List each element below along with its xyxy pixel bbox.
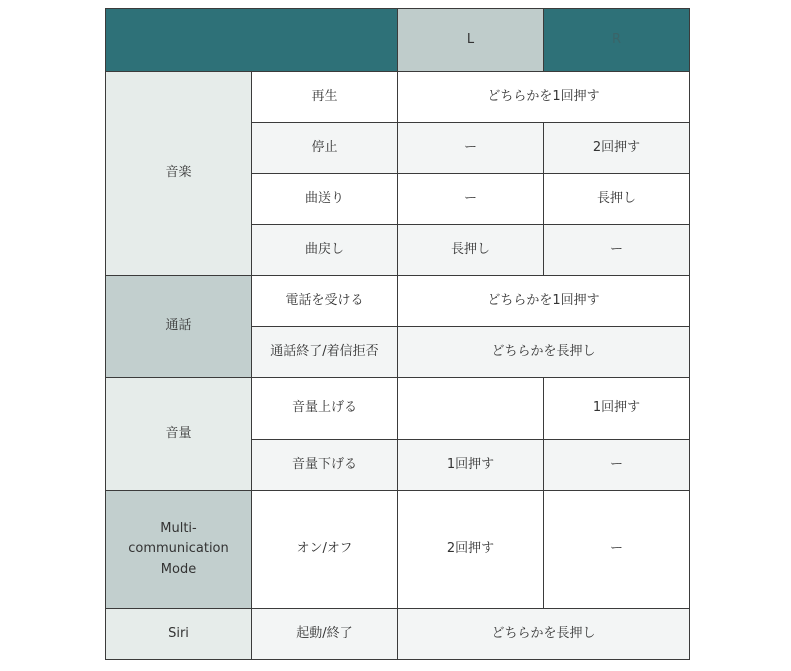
- r-cell: 2回押す: [544, 123, 690, 174]
- action-cell: 停止: [252, 123, 398, 174]
- action-cell: 音量上げる: [252, 378, 398, 440]
- action-cell: 曲戻し: [252, 225, 398, 276]
- action-cell: 通話終了/着信拒否: [252, 327, 398, 378]
- category-siri: Siri: [106, 609, 252, 660]
- header-row: [106, 9, 690, 72]
- action-cell: 再生: [252, 72, 398, 123]
- both-cell: どちらかを長押し: [398, 609, 690, 660]
- table-row: [106, 378, 690, 440]
- l-cell: 1回押す: [398, 440, 544, 491]
- category-volume: 音量: [106, 378, 252, 491]
- l-cell: 長押し: [398, 225, 544, 276]
- header-blank-cell: [106, 9, 398, 72]
- r-cell: 長押し: [544, 174, 690, 225]
- category-label-line: Multi-: [160, 521, 197, 537]
- category-label-line: Mode: [160, 561, 197, 577]
- l-cell: ー: [398, 174, 544, 225]
- category-music: 音楽: [106, 72, 252, 276]
- table-row: [106, 72, 690, 123]
- header-r: R: [544, 9, 690, 72]
- both-cell: どちらかを1回押す: [398, 276, 690, 327]
- l-cell: 2回押す: [398, 491, 544, 609]
- table-row: [106, 276, 690, 327]
- l-cell: ー: [398, 123, 544, 174]
- action-cell: 起動/終了: [252, 609, 398, 660]
- controls-table: [105, 8, 690, 660]
- both-cell: どちらかを長押し: [398, 327, 690, 378]
- category-multi-communication-mode: [106, 491, 252, 609]
- category-call: 通話: [106, 276, 252, 378]
- header-l: L: [398, 9, 544, 72]
- r-cell: 1回押す: [544, 378, 690, 440]
- table-row: [106, 491, 690, 609]
- r-cell: ー: [544, 491, 690, 609]
- category-label-line: communication: [128, 541, 229, 557]
- r-cell: ー: [544, 225, 690, 276]
- r-cell: ー: [544, 440, 690, 491]
- action-cell: 曲送り: [252, 174, 398, 225]
- table-row: [106, 609, 690, 660]
- l-cell: [398, 378, 544, 440]
- action-cell: オン/オフ: [252, 491, 398, 609]
- both-cell: どちらかを1回押す: [398, 72, 690, 123]
- action-cell: 電話を受ける: [252, 276, 398, 327]
- action-cell: 音量下げる: [252, 440, 398, 491]
